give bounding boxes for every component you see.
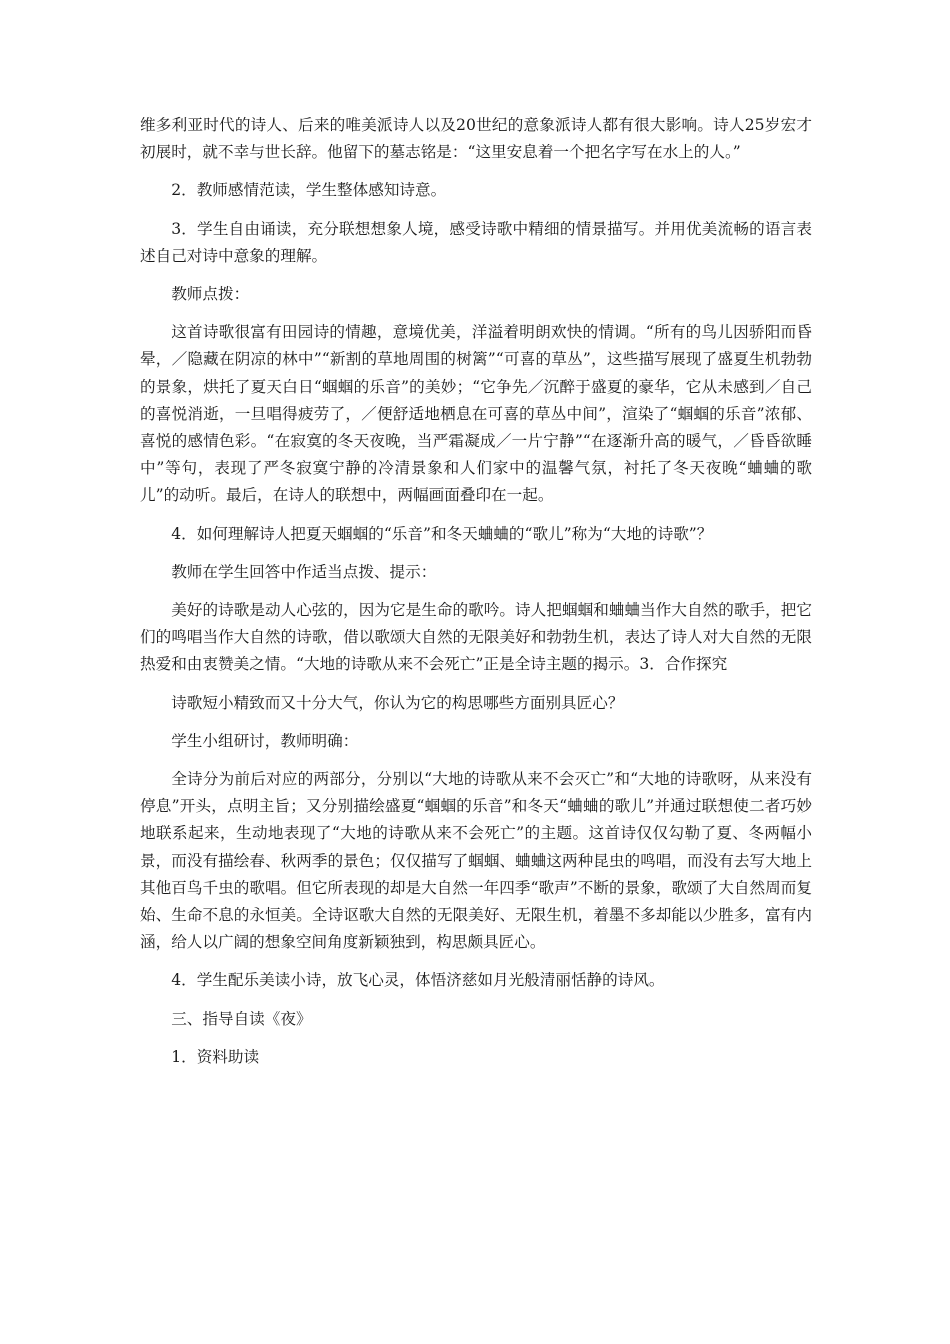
paragraph-step-4-reading: 4．学生配乐美读小诗，放飞心灵，体悟济慈如月光般清丽恬静的诗风。 (171, 971, 665, 990)
paragraph-step-3: 3．学生自由诵读，充分联想想象人境，感受诗歌中精细的情景描写。并用优美流畅的语言表述自己对诗中意象的理解。 (140, 219, 812, 265)
paragraph-question-4: 4．如何理解诗人把夏天蝈蝈的“乐音”和冬天蛐蛐的“歌儿”称为“大地的诗歌”？ (171, 524, 713, 543)
paragraph-group-study-label: 学生小组研讨，教师明确： (171, 731, 359, 750)
section-heading-night: 三、指导自读《夜》 (171, 1009, 312, 1028)
paragraph-materials: 1．资料助读 (171, 1047, 260, 1066)
paragraph-discussion-question: 诗歌短小精致而又十分大气，你认为它的构思哪些方面别具匠心？ (171, 693, 624, 712)
paragraph-teacher-guide-body: 这首诗歌很富有田园诗的情趣，意境优美，洋溢着明朗欢快的情调。“所有的鸟儿因骄阳而昏晕，／隐藏在阴凉的林中”“新割的草地周围的树篱”“可喜的草丛”，这些描写展现了盛夏生机勃勃的景象，烘托了夏天白日“蝈蝈的乐音”的美妙；“它争先／沉醉于盛夏的豪华，它从未感到／自己的喜悦消逝，一旦唱得疲劳了，／便舒适地栖息在可喜的草丛中间”，渲染了“蝈蝈的乐音”浓郁、喜悦的感情色彩。“在寂寞的冬天夜晚，当严霜凝成／一片宁静”“在逐渐升高的暖气，／昏昏欲睡中”等句，表现了严冬寂寞宁静的冷清景象和人们家中的温馨气氛，衬托了冬天夜晚“蛐蛐的歌儿”的动听。最后，在诗人的联想中，两幅画面叠印在一起。 (140, 323, 812, 505)
paragraph-step-2: 2．教师感情范读，学生整体感知诗意。 (171, 181, 447, 200)
paragraph-keats-intro-continued: 维多利亚时代的诗人、后来的唯美派诗人以及20世纪的意象派诗人都有很大影响。诗人25岁宏才初展时，就不幸与世长辞。他留下的墓志铭是：“这里安息着一个把名字写在水上的人。” (140, 116, 812, 162)
paragraph-teacher-hint-body: 美好的诗歌是动人心弦的，因为它是生命的歌吟。诗人把蝈蝈和蛐蛐当作大自然的歌手，把它们的鸣唱当作大自然的诗歌，借以歌颂大自然的无限美好和勃勃生机，表达了诗人对大自然的无限热爱和由衷赞美之情。“大地的诗歌从来不会死亡”正是全诗主题的揭示。3．合作探究 (140, 601, 812, 674)
paragraph-teacher-hint-label: 教师在学生回答中作适当点拨、提示： (171, 562, 437, 581)
document-page (140, 112, 812, 1082)
paragraph-teacher-guide-label: 教师点拨： (171, 285, 250, 304)
paragraph-group-study-body: 全诗分为前后对应的两部分，分别以“大地的诗歌从来不会灭亡”和“大地的诗歌呀，从来没有停息”开头，点明主旨；又分别描绘盛夏“蝈蝈的乐音”和冬天“蛐蛐的歌儿”并通过联想使二者巧妙地联系起来，生动地表现了“大地的诗歌从来不会死亡”的主题。这首诗仅仅勾勒了夏、冬两幅小景，而没有描绘春、秋两季的景色；仅仅描写了蝈蝈、蛐蛐这两种昆虫的鸣唱，而没有去写大地上其他百鸟千虫的歌唱。但它所表现的却是大自然一年四季“歌声”不断的景象，歌颂了大自然周而复始、生命不息的永恒美。全诗讴歌大自然的无限美好、无限生机，着墨不多却能以少胜多，富有内涵，给人以广阔的想象空间角度新颖独到，构思颇具匠心。 (140, 770, 812, 952)
